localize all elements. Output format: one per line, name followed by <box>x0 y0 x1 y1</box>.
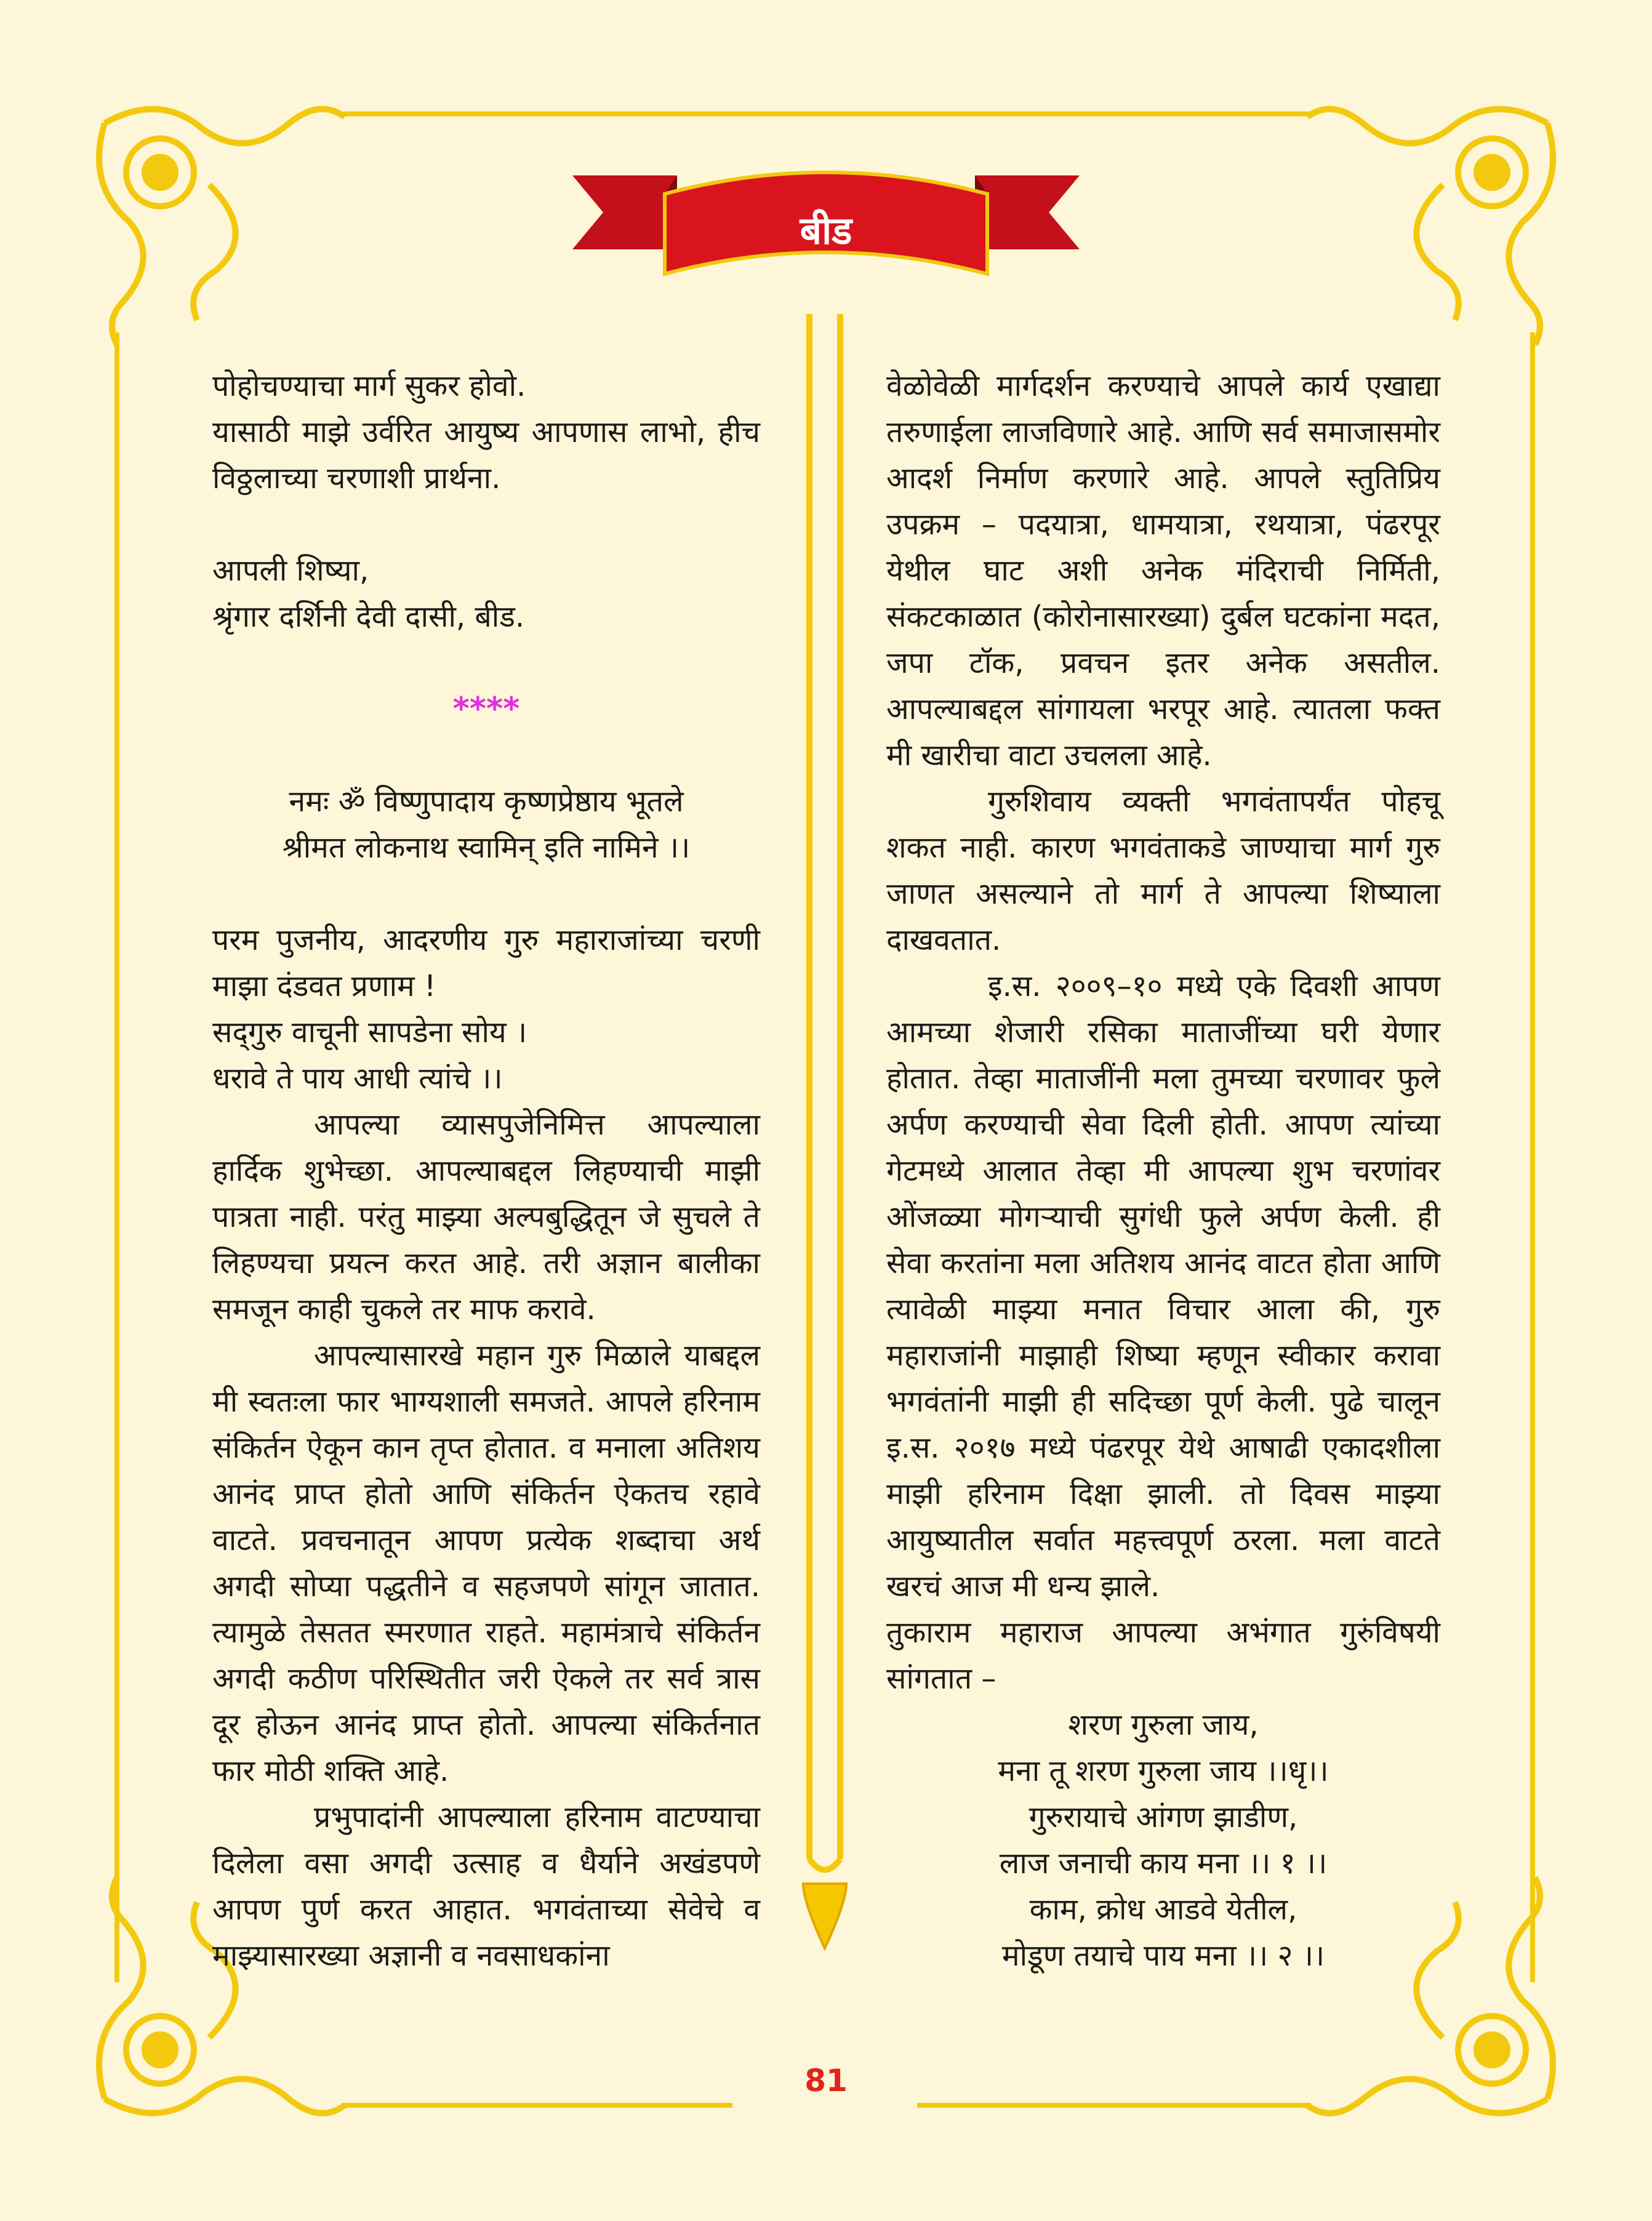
paragraph: गुरुशिवाय व्यक्ती भगवंतापर्यंत पोहचू शकत नाही. कारण भगवंताकडे जाण्याचा मार्ग गुरु जाणत असल्याने तो मार्ग ते आपल्या शिष्याला दाखवतात. <box>886 784 1440 957</box>
signature-line: आपली शिष्या, <box>212 553 369 588</box>
page-number: 81 <box>804 2063 848 2099</box>
verse-line: सद्‌गुरु वाचूनी सापडेना सोय । <box>212 1015 527 1050</box>
verse-line: धरावे ते पाय आधी त्यांचे ।। <box>212 1061 503 1096</box>
right-column <box>886 363 1440 1979</box>
mantra-line: श्रीमत लोकनाथ स्वामिन् इति नामिने ।। <box>282 830 691 865</box>
paragraph: पोहोचण्याचा मार्ग सुकर होवो. <box>212 369 526 403</box>
section-separator: **** <box>452 691 520 728</box>
paragraph: परम पुजनीय, आदरणीय गुरु महाराजांच्या चरणी माझा दंडवत प्रणाम ! <box>212 923 760 1003</box>
paragraph: इ.स. २००९–१० मध्ये एके दिवशी आपण आमच्या शेजारी रसिका माताजींच्या घरी येणार होतात. तेव्हा माताजींनी मला तुमच्या चरणावर फुले अर्पण करण्याची सेवा दिली होती. आपण त्यांच्या गेटमध्ये आलात तेव्हा मी आपल्या शुभ चरणांवर ओंजळ्या मोगऱ्याची सुगंधी फुले अर्पण केली. ही सेवा करतांना मला अतिशय आनंद वाटत होता आणि त्यावेळी माझ्या मनात विचार आला की, गुरु महाराजांनी माझाही शिष्या म्हणून स्वीकार करावा भगवंतांनी माझी ही सदिच्छा पूर्ण केली. पुढे चालून इ.स. २०१७ मध्ये पंढरपूर येथे आषाढी एकादशीला माझी हरिनाम दिक्षा झाली. तो दिवस माझ्या आयुष्यातील सर्वात महत्त्वपूर्ण ठरला. मला वाटते खरचं आज मी धन्य झाले. <box>886 969 1440 1604</box>
signature-line: श्रृंगार दर्शिनी देवी दासी, बीड. <box>212 600 525 634</box>
divider-drop-ornament <box>803 1884 846 1948</box>
paragraph: प्रभुपादांनी आपल्याला हरिनाम वाटण्याचा दिलेला वसा अगदी उत्साह व धैर्याने अखंडपणे आपण पुर्ण करत आहात. भगवंताच्या सेवेचे व माझ्यासारख्या अज्ञानी व नवसाधकांना <box>212 1800 760 1973</box>
left-column <box>212 363 760 1979</box>
abhang-line: मोडूण तयाचे पाय मना ।। २ ।। <box>1001 1938 1325 1973</box>
corner-ornament-top-right <box>1307 109 1553 345</box>
paragraph: वेळोवेळी मार्गदर्शन करण्याचे आपले कार्य एखाद्या तरुणाईला लाजविणारे आहे. आणि सर्व समाजासमोर आदर्श निर्माण करणारे आहे. आपले स्तुतिप्रिय उपक्रम – पदयात्रा, धामयात्रा, रथयात्रा, पंढरपूर येथील घाट अशी अनेक मंदिराची निर्मिती, संकटकाळात (कोरोनासारख्या) दुर्बल घटकांना मदत, जपा टॉक, प्रवचन इतर अनेक असतील. आपल्याबद्दल सांगायला भरपूर आहे. त्यातला फक्त मी खारीचा वाटा उचलला आहे. <box>886 369 1440 773</box>
page-title: बीड <box>800 208 852 253</box>
mantra-line: नमः ॐ विष्णुपादाय कृष्णप्रेष्ठाय भूतले <box>289 784 684 819</box>
abhang-line: मना तू शरण गुरुला जाय ।।धृ।। <box>998 1754 1329 1788</box>
abhang-line: लाज जनाची काय मना ।। १ ।। <box>999 1846 1328 1881</box>
paragraph: आपल्यासारखे महान गुरु मिळाले याबद्दल मी स्वतःला फार भाग्यशाली समजते. आपले हरिनाम संकिर्तन ऐकून कान तृप्त होतात. व मनाला अतिशय आनंद प्राप्त होतो आणि संकिर्तन ऐकतच रहावे वाटते. प्रवचनातून आपण प्रत्येक शब्दाचा अर्थ अगदी सोप्या पद्धतीने व सहजपणे सांगून जातात. त्यामुळे तेसतत स्मरणात राहते. महामंत्राचे संकिर्तन अगदी कठीण परिस्थितीत जरी ऐकले तर सर्व त्रास दूर होऊन आनंद प्राप्त होतो. आपल्या संकिर्तनात फार मोठी शक्ति आहे. <box>212 1338 760 1788</box>
abhang-line: गुरुरायाचे आंगण झाडीण, <box>1028 1800 1298 1834</box>
paragraph: तुकाराम महाराज आपल्या अभंगात गुरुंविषयी सांगतात – <box>886 1615 1440 1696</box>
corner-ornament-top-left <box>99 109 345 345</box>
paragraph: आपल्या व्यासपुजेनिमित्त आपल्याला हार्दिक शुभेच्छा. आपल्याबद्दल लिहण्याची माझी पात्रता नाही. परंतु माझ्या अल्पबुद्धितून जे सुचले ते लिहण्यचा प्रयत्न करत आहे. तरी अज्ञान बालीका समजून काही चुकले तर माफ करावे. <box>212 1107 760 1327</box>
paragraph: यासाठी माझे उर्वरित आयुष्य आपणास लाभो, हीच विठ्ठलाच्या चरणाशी प्रार्थना. <box>212 415 760 496</box>
abhang-line: शरण गुरुला जाय, <box>1068 1708 1259 1742</box>
abhang-line: काम, क्रोध आडवे येतील, <box>1029 1892 1297 1927</box>
